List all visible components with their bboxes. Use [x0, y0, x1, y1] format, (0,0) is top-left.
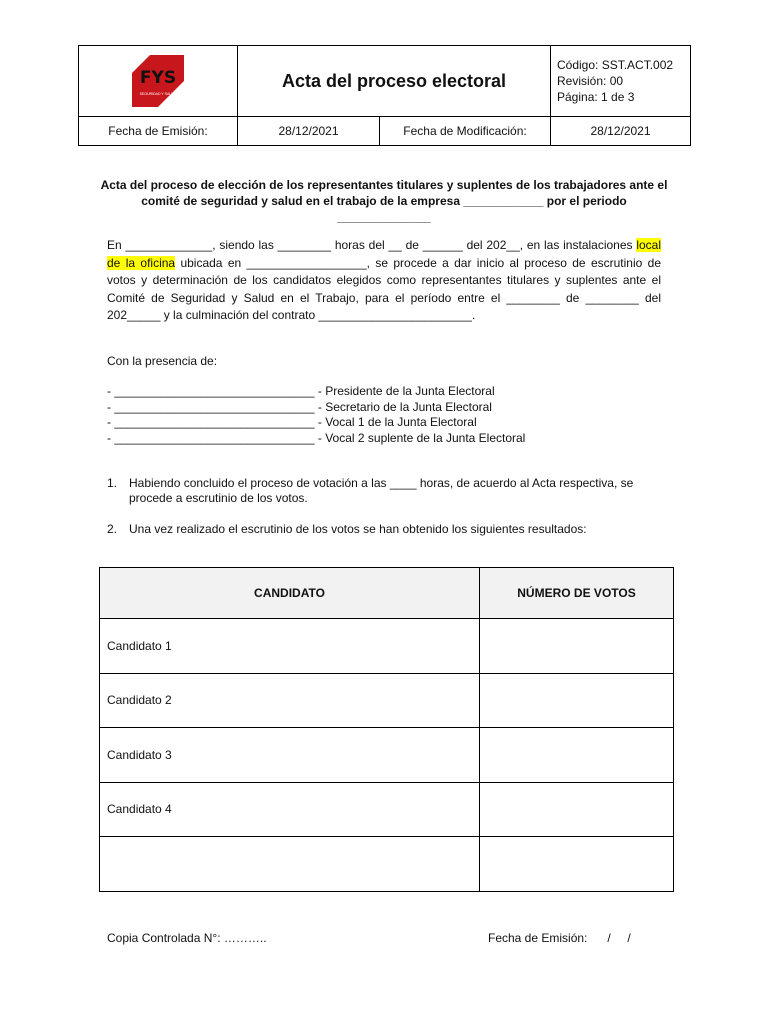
table-row: [100, 782, 674, 837]
document-title: Acta del proceso electoral: [238, 46, 551, 117]
footer-copy-number: Copia Controlada N°: ………..: [107, 931, 267, 945]
emission-date: 28/12/2021: [238, 117, 380, 146]
intro-text-start: En _____________, siendo las ________ horas del __ de ______ del 202__, en las instalaciones: [107, 238, 637, 252]
votes-cell: [480, 782, 674, 837]
highlighted-location: local de la oficina: [107, 238, 661, 270]
votes-cell: [480, 728, 674, 783]
candidate-cell: Candidato 1: [100, 619, 480, 674]
document-header-table: [78, 45, 691, 146]
step-text: Una vez realizado el escrutinio de los votos se han obtenido los siguientes resultados:: [129, 522, 587, 536]
table-row: [100, 673, 674, 728]
document-heading: [100, 177, 668, 225]
document-code: Código: SST.ACT.002: [557, 58, 674, 72]
member-presidente: - ______________________________ - Presidente de la Junta Electoral: [107, 384, 495, 398]
column-header-candidate: CANDIDATO: [100, 568, 480, 619]
votes-cell: [480, 619, 674, 674]
logo-tagline: SEGURIDAD Y SALUD: [139, 91, 177, 96]
document-code-block: [551, 46, 691, 117]
modification-date: 28/12/2021: [551, 117, 691, 146]
results-header-row: [100, 568, 674, 619]
footer-emission-date: Fecha de Emisión: / /: [488, 931, 631, 945]
heading-line-2: comité de seguridad y salud en el trabajo de la empresa ____________ por el periodo: [141, 194, 627, 208]
emission-label: Fecha de Emisión:: [79, 117, 238, 146]
table-row: [100, 837, 674, 892]
member-vocal-1: - ______________________________ - Vocal 1 de la Junta Electoral: [107, 415, 477, 429]
results-table: [99, 567, 674, 892]
candidate-cell: Candidato 3: [100, 728, 480, 783]
heading-line-3: ______________: [337, 210, 431, 224]
votes-cell: [480, 673, 674, 728]
heading-line-1: Acta del proceso de elección de los representantes titulares y suplentes de los trabajadores ante el: [100, 178, 668, 192]
presence-label: Con la presencia de:: [107, 354, 218, 368]
intro-paragraph: [107, 237, 661, 325]
step-number: 1.: [107, 476, 118, 490]
company-logo: [132, 55, 184, 107]
step-2: [107, 522, 661, 537]
table-row: [100, 619, 674, 674]
document-revision: Revisión: 00: [557, 74, 624, 88]
candidate-cell: [100, 837, 480, 892]
logo-text: FYS: [139, 67, 177, 88]
step-text: Habiendo concluido el proceso de votación a las ____ horas, de acuerdo al Acta respectiva, se procede a escrutinio de los votos.: [129, 476, 634, 505]
candidate-cell: Candidato 2: [100, 673, 480, 728]
step-1: [107, 476, 661, 506]
step-number: 2.: [107, 522, 118, 536]
member-secretario: - ______________________________ - Secretario de la Junta Electoral: [107, 400, 492, 414]
document-page: Página: 1 de 3: [557, 90, 635, 104]
member-vocal-2: - ______________________________ - Vocal 2 suplente de la Junta Electoral: [107, 431, 526, 445]
column-header-votes: NÚMERO DE VOTOS: [480, 568, 674, 619]
table-row: [100, 728, 674, 783]
modification-label: Fecha de Modificación:: [380, 117, 551, 146]
votes-cell: [480, 837, 674, 892]
candidate-cell: Candidato 4: [100, 782, 480, 837]
logo-cell: [79, 46, 238, 117]
intro-text-end: ubicada en __________________, se procede a dar inicio al proceso de escrutinio de votos y determinación de los candidatos elegidos como representantes titulares y suplentes ante el Comité de Seguridad y Salud en el Trabajo, para el período entre el ________ de ________ del 202_____ y la culminación del contrato _______________________.: [107, 255, 661, 322]
